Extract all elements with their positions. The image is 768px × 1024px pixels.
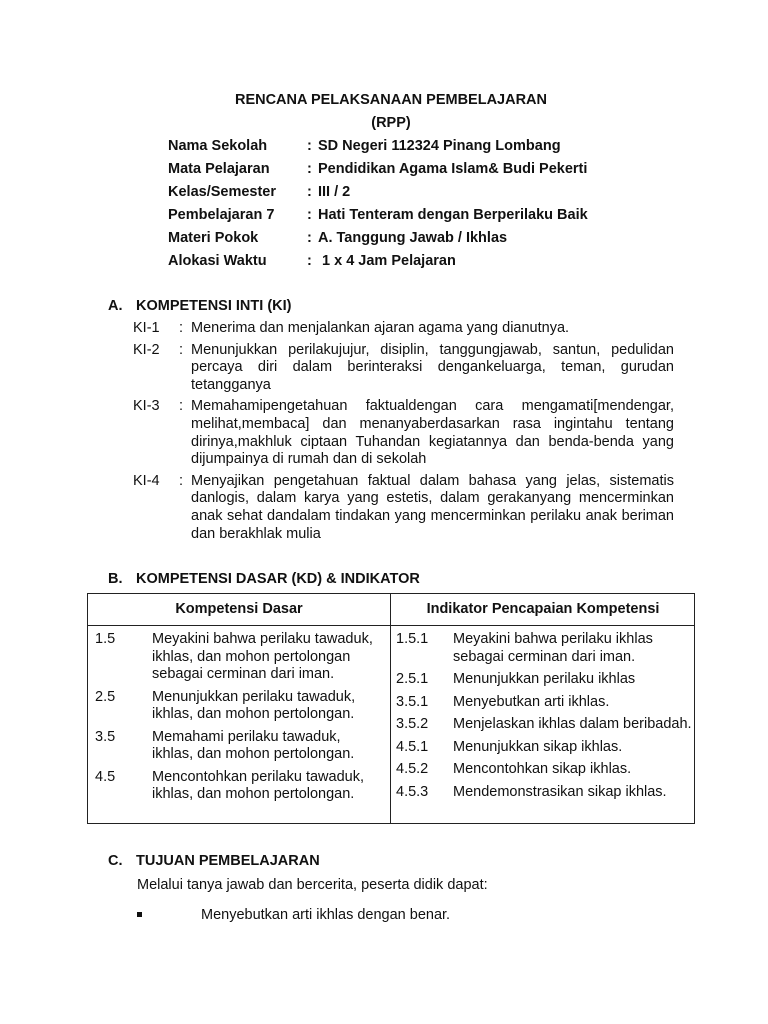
identity-separator: : — [307, 207, 312, 223]
column-divider — [390, 594, 391, 823]
identity-value: 1 x 4 Jam Pelajaran — [318, 253, 456, 269]
section-letter: B. — [108, 571, 123, 587]
ki-item — [133, 398, 674, 468]
ki-item — [133, 320, 674, 338]
indikator-column — [396, 631, 692, 806]
tujuan-bullet-text: Menyebutkan arti ikhlas dengan benar. — [201, 907, 451, 923]
identity-value: A. Tanggung Jawab / Ikhlas — [318, 230, 508, 246]
ki-code: KI-2 — [133, 341, 160, 358]
identity-label: Pembelajaran 7 — [168, 207, 275, 223]
kd-text: Memahami perilaku tawaduk, ikhlas, dan mohon pertolongan. — [152, 728, 355, 762]
identity-label: Kelas/Semester — [168, 184, 277, 200]
identity-separator: : — [307, 253, 312, 269]
identity-label: Mata Pelajaran — [168, 161, 270, 177]
ki-code: KI-4 — [133, 472, 160, 489]
identity-label: Materi Pokok — [168, 230, 259, 246]
ki-code: KI-1 — [133, 320, 160, 336]
header-indikator: Indikator Pencapaian Kompetensi — [426, 601, 660, 617]
indikator-item — [396, 716, 692, 734]
tujuan-intro: Melalui tanya jawab dan bercerita, peserta didik dapat: — [137, 877, 488, 893]
section-letter: A. — [108, 298, 123, 314]
identity-separator: : — [307, 161, 312, 177]
indikator-number: 2.5.1 — [396, 671, 429, 687]
indikator-number: 3.5.2 — [396, 716, 429, 732]
document-subtitle: (RPP) — [371, 115, 411, 131]
indikator-number: 3.5.1 — [396, 693, 429, 710]
indikator-number: 4.5.2 — [396, 761, 429, 777]
ki-separator: : — [179, 398, 184, 415]
indikator-text: Menunjukkan sikap ikhlas. — [453, 738, 623, 755]
ki-separator: : — [179, 320, 184, 336]
kd-item — [95, 689, 380, 724]
section-heading-b — [108, 571, 420, 587]
ki-text: Menunjukkan perilakujujur, disiplin, tanggungjawab, santun, pedulidan percaya diri dalam berinteraksi dengankeluarga, teman, gurudan tetangganya — [191, 341, 674, 393]
indikator-item — [396, 671, 692, 689]
ki-text: Menyajikan pengetahuan faktual dalam bahasa yang jelas, sistematis danlogis, dalam karya yang estetis, dalam gerakanyang mencerminkan anak sehat dandalam tindakan yang mencerminkan perilaku anak beriman dan berakhlak mulia — [191, 472, 674, 542]
section-letter: C. — [108, 853, 123, 869]
kd-number: 3.5 — [95, 728, 116, 745]
indikator-text: Menyebutkan arti ikhlas. — [453, 693, 610, 710]
section-title: KOMPETENSI INTI (KI) — [136, 298, 292, 314]
section-title: KOMPETENSI DASAR (KD) & INDIKATOR — [136, 571, 420, 587]
indikator-item — [396, 784, 692, 802]
kd-text: Mencontohkan perilaku tawaduk, ikhlas, dan mohon pertolongan. — [152, 768, 364, 802]
section-title: TUJUAN PEMBELAJARAN — [136, 853, 320, 869]
ki-list — [133, 320, 674, 547]
table-header — [88, 594, 694, 626]
indikator-number: 1.5.1 — [396, 631, 429, 647]
ki-item — [133, 473, 674, 543]
indikator-text: Menjelaskan ikhlas dalam beribadah. — [453, 716, 692, 732]
bullet-square-icon — [137, 912, 142, 917]
header-kompetensi-dasar: Kompetensi Dasar — [175, 601, 303, 617]
kd-item — [95, 769, 380, 804]
ki-separator: : — [179, 472, 184, 489]
section-heading-a — [108, 298, 291, 314]
kd-item — [95, 729, 380, 764]
ki-item — [133, 342, 674, 395]
indikator-text: Mencontohkan sikap ikhlas. — [453, 761, 632, 777]
ki-code: KI-3 — [133, 398, 160, 415]
identity-value: III / 2 — [318, 184, 351, 200]
section-heading-c — [108, 853, 320, 869]
indikator-number: 4.5.1 — [396, 738, 429, 755]
indikator-item — [396, 739, 692, 757]
indikator-item — [396, 631, 692, 666]
identity-label: Alokasi Waktu — [168, 253, 267, 269]
identity-separator: : — [307, 138, 312, 154]
identity-separator: : — [307, 184, 312, 200]
identity-label: Nama Sekolah — [168, 138, 268, 154]
indikator-text: Meyakini bahwa perilaku ikhlas sebagai cerminan dari iman. — [453, 631, 653, 665]
indikator-item — [396, 694, 692, 712]
identity-separator: : — [307, 230, 312, 246]
identity-value: Hati Tenteram dengan Berperilaku Baik — [318, 207, 588, 223]
identity-value: SD Negeri 112324 Pinang Lombang — [318, 138, 561, 154]
kd-column — [95, 631, 380, 809]
ki-separator: : — [179, 341, 184, 358]
kd-indikator-table — [87, 593, 695, 824]
identity-value: Pendidikan Agama Islam& Budi Pekerti — [318, 161, 588, 177]
kd-number: 1.5 — [95, 631, 116, 647]
kd-number: 2.5 — [95, 688, 116, 705]
indikator-item — [396, 761, 692, 779]
document-title: RENCANA PELAKSANAAN PEMBELAJARAN — [234, 92, 548, 108]
ki-text: Menerima dan menjalankan ajaran agama yang dianutnya. — [191, 320, 570, 336]
ki-text: Memahamipengetahuan faktualdengan cara mengamati[mendengar, melihat,membaca] dan menanyaberdasarkan rasa ingintahu tentang dirinya,makhluk ciptaan Tuhandan kegiatannya dan benda-benda yang dijumpainya di rumah dan di sekolah — [191, 398, 674, 468]
indikator-number: 4.5.3 — [396, 783, 429, 800]
kd-number: 4.5 — [95, 768, 116, 785]
indikator-text: Menunjukkan perilaku ikhlas — [453, 671, 636, 687]
kd-text: Menunjukkan perilaku tawaduk, ikhlas, dan mohon pertolongan. — [152, 688, 356, 722]
kd-text: Meyakini bahwa perilaku tawaduk, ikhlas, dan mohon pertolongan sebagai cerminan dari iman. — [152, 631, 373, 682]
indikator-text: Mendemonstrasikan sikap ikhlas. — [453, 783, 667, 800]
kd-item — [95, 631, 380, 684]
